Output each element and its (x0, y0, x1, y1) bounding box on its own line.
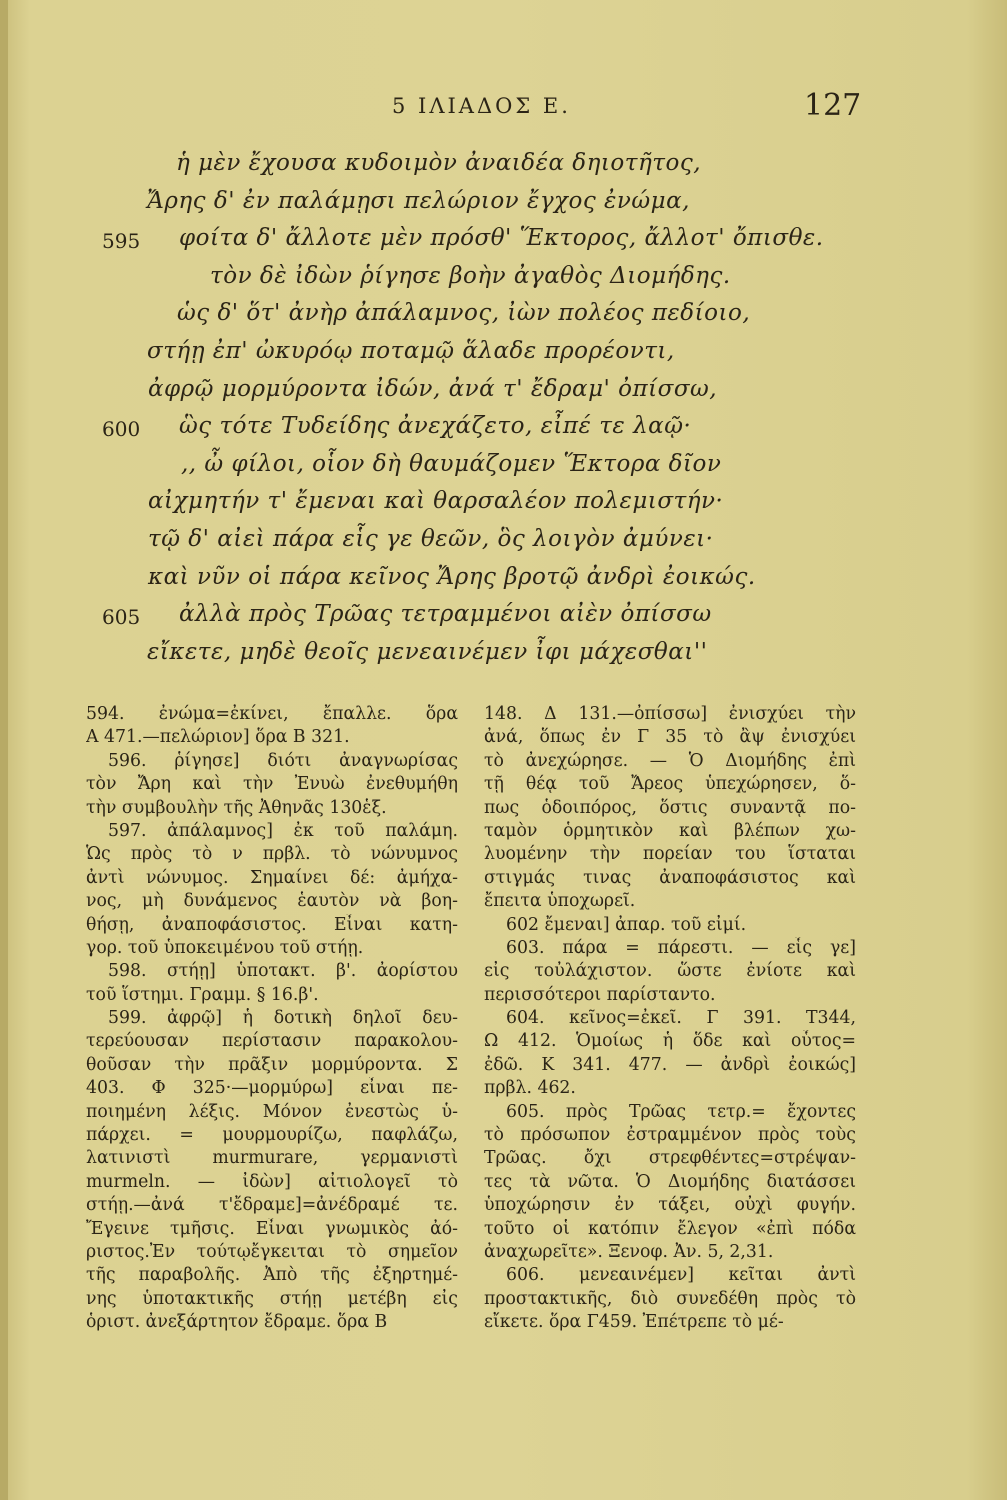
verse-text: ὡς δ' ὅτ' ἀνὴρ ἀπάλαμνος, ἰὼν πολέος πεδίοιο, (177, 300, 751, 327)
page-number: 127 (804, 88, 862, 123)
note-line: τὴν συμβουλὴν τῆς Ἀθηνᾶς 130ἑξ. (86, 797, 387, 818)
verse-line (0, 300, 1007, 336)
note-line: τες τὰ νῶτα. Ὁ Διομήδης διατάσσει (484, 1171, 856, 1192)
note-line: τὸ ἀνεχώρησε. — Ὁ Διομήδης ἐπὶ (484, 750, 856, 771)
note-line: Ὡς πρὸς τὸ ν πρβλ. τὸ νώνυμνος (86, 844, 458, 865)
verse-line (0, 639, 1007, 675)
note-line: πως ὁδοιπόρος, ὅστις συναντᾷ πο- (484, 797, 856, 818)
notes-right-column (484, 703, 856, 1335)
verse-text: τῷ δ' αἰεὶ πάρα εἷς γε θεῶν, ὃς λοιγὸν ἀμύνει· (148, 526, 714, 552)
note-line: 403. Φ 325·—μορμύρω] εἶναι πε- (86, 1078, 458, 1099)
verse-line (0, 413, 1007, 449)
verse-line (0, 601, 1007, 637)
verse-text: ὣς τότε Τυδείδης ἀνεχάζετο, εἶπέ τε λαῷ· (179, 413, 692, 440)
verse-text: ἀλλὰ πρὸς Τρῶας τετραμμένοι αἰὲν ὀπίσσω (179, 601, 712, 628)
page-header (0, 88, 1007, 128)
note-line: νος, μὴ δυνάμενος ἑαυτὸν νὰ βοη- (86, 891, 458, 912)
note-line: θοῦσαν τὴν πρᾶξιν μορμύροντα. Σ (86, 1054, 458, 1075)
note-line: τοῦτο οἱ κατόπιν ἔλεγον «ἐπὶ πόδα (484, 1218, 856, 1239)
note-line: τὸν Ἄρη καὶ τὴν Ἐνυὼ ἐνεθυμήθη (86, 774, 458, 795)
running-title: 5 ΙΛΙΑΔΟΣ Ε. (392, 94, 571, 118)
note-line: 604. κεῖνος=ἐκεῖ. Γ 391. Τ344, (506, 1008, 856, 1029)
note-line: Ω 412. Ὁμοίως ἡ ὅδε καὶ οὗτος= (484, 1031, 856, 1052)
note-line: ποιημένη λέξις. Μόνον ἐνεστὼς ὑ- (86, 1101, 458, 1122)
verse-text: ἀφρῷ μορμύροντα ἰδών, ἀνά τ' ἔδραμ' ὀπίσσω, (148, 375, 718, 402)
note-line: ἀνά, ὅπως ἐν Γ 35 τὸ ἂψ ἐνισχύει (484, 727, 856, 748)
note-line: 603. πάρα = πάρεστι. — εἷς γε] (506, 937, 856, 958)
verse-number: 595 (102, 229, 141, 254)
note-line: στιγμάς τινας ἀναποφάσιστος καὶ (484, 867, 856, 888)
note-line: στήῃ.—ἀνά τ'ἔδραμε]=ἀνέδραμέ τε. (86, 1195, 458, 1216)
verse-line (0, 488, 1007, 524)
note-line: νης ὑποτακτικῆς στήῃ μετέβη εἰς (86, 1288, 458, 1309)
note-line: τῇ θέᾳ τοῦ Ἄρεος ὑπεχώρησεν, ὅ- (484, 774, 856, 795)
note-line: πρβλ. 462. (484, 1078, 576, 1099)
note-line: 596. ῥίγησε] διότι ἀναγνωρίσας (108, 750, 458, 771)
verse-number: 605 (102, 605, 141, 630)
note-line: 148. Δ 131.—ὀπίσσω] ἐνισχύει τὴν (484, 704, 856, 724)
verse-line (0, 526, 1007, 562)
note-line: Ἔγεινε τμῆσις. Εἶναι γνωμικὸς ἀό- (86, 1218, 458, 1239)
note-line: λυομένην τὴν πορείαν του ἵσταται (484, 844, 856, 865)
note-line: τὸ πρόσωπον ἐστραμμένον πρὸς τοὺς (484, 1125, 856, 1146)
note-line: 597. ἀπάλαμνος] ἐκ τοῦ παλάμη. (108, 820, 458, 841)
note-line: Α 471.—πελώριον] ὅρα Β 321. (86, 727, 350, 748)
note-line: 598. στήῃ] ὑποτακτ. β'. ἀορίστου (108, 961, 458, 982)
verse-line (0, 263, 1007, 299)
verse-line (0, 338, 1007, 374)
note-line: ἔπειτα ὑποχωρεῖ. (484, 891, 636, 912)
note-line: τερεύουσαν περίστασιν παρακολου- (86, 1031, 458, 1052)
note-line: περισσότεροι παρίσταντο. (484, 984, 716, 1005)
verse-line (0, 376, 1007, 412)
note-line: ταμὸν ὁρμητικὸν καὶ βλέπων χω- (484, 820, 856, 841)
verse-text: καὶ νῦν οἱ πάρα κεῖνος Ἄρης βροτῷ ἀνδρὶ ἐοικώς. (148, 563, 756, 590)
verse-line (0, 451, 1007, 487)
verse-text: τὸν δὲ ἰδὼν ῥίγησε βοὴν ἀγαθὸς Διομήδης. (210, 262, 731, 289)
note-line: ριστος.Ἐν τούτῳἔγκειται τὸ σημεῖον (86, 1241, 458, 1262)
note-line: τῆς παραβολῆς. Ἀπὸ τῆς ἐξηρτημέ- (86, 1265, 458, 1286)
note-line: ἐδῶ. Κ 341. 477. — ἀνδρὶ ἐοικώς] (484, 1054, 856, 1075)
note-line: εἰς τοὐλάχιστον. ὥστε ἐνίοτε καὶ (484, 961, 856, 982)
note-line: πάρχει. = μουρμουρίζω, παφλάζω, (86, 1125, 458, 1146)
note-line: εἴκετε. ὅρα Γ459. Ἐπέτρεπε τὸ μέ- (484, 1312, 784, 1333)
verse-text: εἴκετε, μηδὲ θεοῖς μενεαινέμεν ἶφι μάχεσθαι'' (147, 638, 708, 665)
note-line: ὑποχώρησιν ἐν τάξει, οὐχὶ φυγήν. (484, 1195, 856, 1216)
verse-line (0, 564, 1007, 600)
note-line: τοῦ ἵστημι. Γραμμ. § 16.β'. (86, 984, 319, 1005)
note-line: murmeln. — ἰδὼν] αἰτιολογεῖ τὸ (86, 1171, 458, 1192)
note-line: 602 ἔμεναι] ἀπαρ. τοῦ εἰμί. (506, 914, 747, 935)
verse-line (0, 150, 1007, 186)
note-line: Τρῶας. ὄχι στρεφθέντες=στρέψαν- (484, 1148, 856, 1169)
note-line: 606. μενεαινέμεν] κεῖται ἀντὶ (506, 1265, 856, 1286)
note-line: γορ. τοῦ ὑποκειμένου τοῦ στήῃ. (86, 937, 364, 958)
note-line: 599. ἀφρῷ] ἡ δοτικὴ δηλοῖ δευ- (108, 1008, 458, 1029)
note-line: ἀντὶ νώνυμος. Σημαίνει δέ: ἀμήχα- (86, 867, 458, 888)
verse-line (0, 225, 1007, 261)
note-line: 605. πρὸς Τρῶας τετρ.= ἔχοντες (506, 1101, 856, 1122)
notes-left-column (86, 703, 458, 1335)
verse-text: στήῃ ἐπ' ὠκυρόῳ ποταμῷ ἅλαδε προρέοντι, (147, 338, 675, 364)
verse-number: 600 (102, 417, 141, 442)
verse-text: φοίτα δ' ἄλλοτε μὲν πρόσθ' Ἕκτορος, ἄλλοτ' ὄπισθε. (179, 225, 824, 252)
verse-text: ἡ μὲν ἔχουσα κυδοιμὸν ἀναιδέα δηιοτῆτος, (176, 150, 702, 176)
note-line: ἀναχωρεῖτε». Ξενοφ. Ἀν. 5, 2,31. (484, 1241, 774, 1262)
note-line: θήσῃ, ἀναποφάσιστος. Εἶναι κατη- (86, 914, 458, 935)
note-line: προστακτικῆς, διὸ συνεδέθη πρὸς τὸ (484, 1288, 856, 1309)
note-line: λατινιστὶ murmurare, γερμανιστὶ (86, 1148, 458, 1169)
verse-line (0, 188, 1007, 224)
note-line: 594. ἐνώμα=ἐκίνει, ἔπαλλε. ὅρα (86, 704, 458, 724)
verse-text: ,, ὦ φίλοι, οἷον δὴ θαυμάζομεν Ἕκτορα δῖον (181, 450, 722, 477)
note-line: ὁριστ. ἀνεξάρτητον ἔδραμε. ὅρα Β (86, 1312, 388, 1333)
verse-text: αἰχμητήν τ' ἔμεναι καὶ θαρσαλέον πολεμιστήν· (148, 488, 724, 515)
verse-text: Ἄρης δ' ἐν παλάμῃσι πελώριον ἔγχος ἐνώμα, (147, 187, 690, 214)
